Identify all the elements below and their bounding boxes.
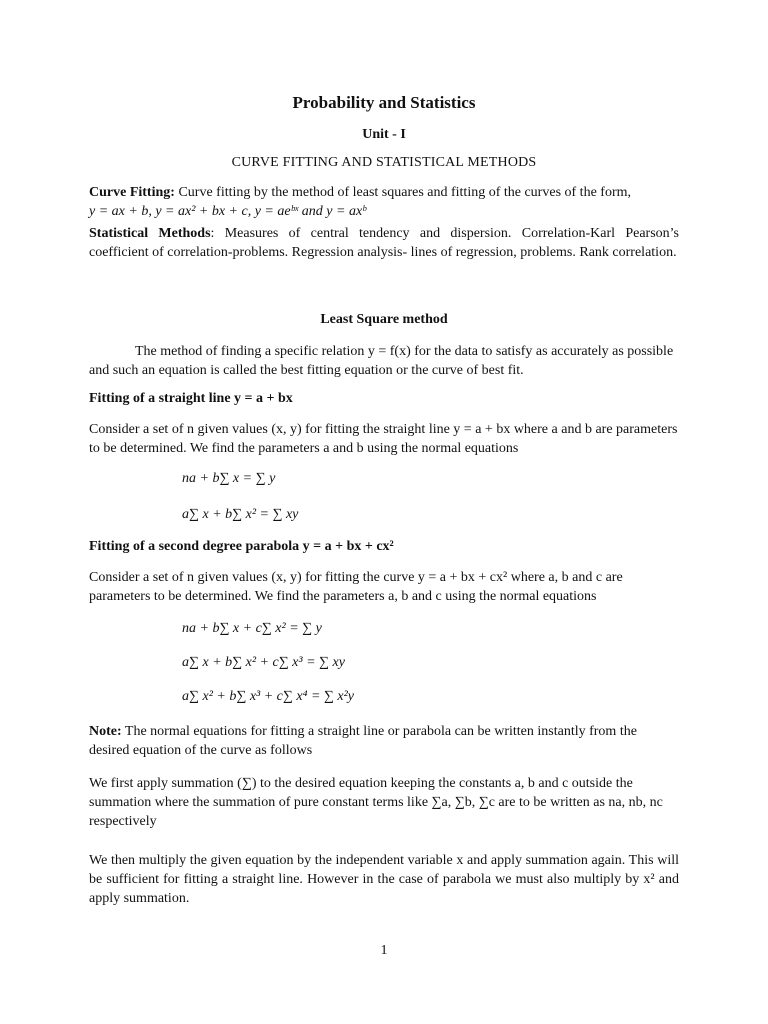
least-square-heading: Least Square method (320, 312, 448, 327)
equation: a∑ x + b∑ x² = ∑ xy (182, 507, 299, 522)
parabola-normal-eq-1 (182, 621, 322, 637)
page-number: 1 (380, 943, 388, 958)
note-text: The normal equations for fitting a straight line or parabola can be written instantly from the desired equation of the curve as follows (89, 724, 637, 758)
curve-forms: y = ax + b, y = ax² + bx + c, y = aeᵇˣ and y = axᵇ (89, 204, 366, 219)
chapter-title: CURVE FITTING AND STATISTICAL METHODS (231, 155, 537, 170)
note-paragraph (89, 722, 679, 760)
summation-paragraph: We first apply summation (∑) to the desired equation keeping the constants a, b and c outside the summation where the summation of pure constant terms like ∑a, ∑b, ∑c are to be written as na, nb, nc respectively (89, 776, 663, 829)
curve-fitting-label: Curve Fitting: (89, 185, 175, 200)
statistical-methods-paragraph (89, 224, 679, 262)
statistical-methods-text: : Measures of central tendency and dispersion. Correlation-Karl Pearson’s coefficient of correlation-problems. Regression analysis- lines of regression, problems. Rank correlation. (89, 226, 680, 260)
equation: a∑ x² + b∑ x³ + c∑ x⁴ = ∑ x²y (182, 689, 355, 704)
straight-line-text: Consider a set of n given values (x, y) for fitting the straight line y = a + bx where a and b are parameters to be determined. We find the parameters a and b using the normal equations (89, 422, 678, 456)
equation: na + b∑ x = ∑ y (182, 471, 276, 486)
curve-fitting-paragraph (89, 183, 679, 221)
equation: na + b∑ x + c∑ x² = ∑ y (182, 621, 322, 636)
parabola-normal-eq-2 (182, 655, 345, 671)
note-label: Note: (89, 724, 122, 739)
unit-label: Unit - I (362, 127, 406, 142)
curve-fitting-text: Curve fitting by the method of least squares and fitting of the curves of the form, (178, 185, 631, 200)
straight-line-normal-eq-1 (182, 471, 275, 487)
parabola-heading: Fitting of a second degree parabola y = a + bx + cx² (89, 539, 394, 554)
equation: a∑ x + b∑ x² + c∑ x³ = ∑ xy (182, 655, 345, 670)
straight-line-normal-eq-2 (182, 507, 298, 523)
document-title: Probability and Statistics (292, 93, 476, 112)
multiply-paragraph: We then multiply the given equation by the independent variable x and apply summation again. This will be sufficient for fitting a straight line. However in the case of parabola we must also multiply by x² and apply summation. (89, 853, 679, 906)
least-square-intro: The method of finding a specific relation y = f(x) for the data to satisfy as accurately as possible and such an equation is called the best fitting equation or the curve of best fit. (89, 344, 674, 378)
parabola-normal-eq-3 (182, 689, 354, 705)
parabola-text: Consider a set of n given values (x, y) for fitting the curve y = a + bx + cx² where a, b and c are parameters to be determined. We find the parameters a, b and c using the normal equations (89, 570, 623, 604)
straight-line-heading: Fitting of a straight line y = a + bx (89, 391, 293, 406)
statistical-methods-label: Statistical Methods (89, 226, 211, 241)
